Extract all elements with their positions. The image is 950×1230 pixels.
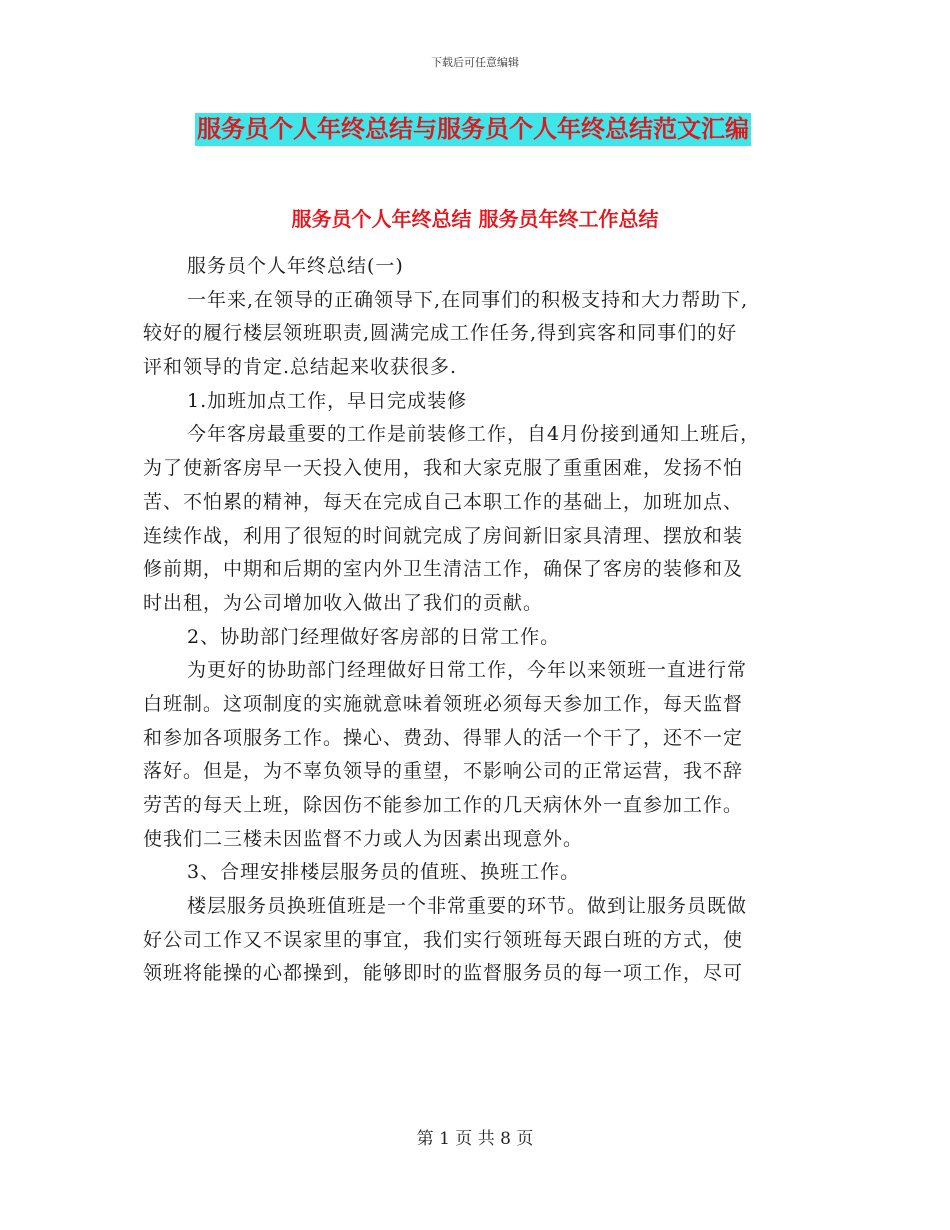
paragraph-line: 今年客房最重要的工作是前装修工作，自4月份接到通知上班后， <box>187 423 761 446</box>
document-body <box>143 250 808 991</box>
paragraph-line: 劳苦的每天上班，除因伤不能参加工作的几天病休外一直参加工作。 <box>143 794 744 816</box>
paragraph-line: 白班制。这项制度的实施就意味着领班必须每天参加工作，每天监督 <box>143 692 744 715</box>
section-heading: 3、合理安排楼层服务员的值班、换班工作。 <box>187 861 581 884</box>
paragraph-line: 落好。但是，为不辜负领导的重望，不影响公司的正常运营，我不辞 <box>143 760 744 783</box>
main-title: 服务员个人年终总结与服务员个人年终总结范文汇编 <box>195 113 751 146</box>
paragraph-line: 和参加各项服务工作。操心、费劲、得罪人的活一个干了，还不一定 <box>143 726 744 749</box>
section-heading: 1.加班加点工作，早日完成装修 <box>187 389 468 412</box>
paragraph-line: 修前期，中期和后期的室内外卫生清洁工作，确保了客房的装修和及 <box>143 558 744 581</box>
page-number-footer: 第 1 页 共 8 页 <box>416 1129 534 1149</box>
header-note: 下载后可任意编辑 <box>431 56 519 69</box>
sub-title: 服务员个人年终总结 服务员年终工作总结 <box>291 207 659 231</box>
paragraph-line: 好公司工作又不误家里的事宜，我们实行领班每天跟白班的方式，使 <box>143 928 744 951</box>
paragraph-line: 楼层服务员换班值班是一个非常重要的环节。做到让服务员既做 <box>187 895 748 918</box>
section-heading: 2、协助部门经理做好客房部的日常工作。 <box>187 625 561 648</box>
paragraph-line: 领班将能操的心都操到，能够即时的监督服务员的每一项工作，尽可 <box>143 962 744 985</box>
paragraph-line: 服务员个人年终总结(一) <box>187 255 404 277</box>
paragraph-line: 为了使新客房早一天投入使用，我和大家克服了重重困难，发扬不怕 <box>143 457 744 480</box>
paragraph-line: 评和领导的肯定.总结起来收获很多. <box>143 356 458 379</box>
paragraph-line: 一年来,在领导的正确领导下,在同事们的积极支持和大力帮助下, <box>187 288 749 311</box>
paragraph-line: 使我们二三楼未因监督不力或人为因素出现意外。 <box>143 827 584 850</box>
paragraph-line: 时出租，为公司增加收入做出了我们的贡献。 <box>143 591 544 614</box>
paragraph-line: 苦、不怕累的精神，每天在完成自己本职工作的基础上，加班加点、 <box>143 490 744 513</box>
paragraph-line: 为更好的协助部门经理做好日常工作，今年以来领班一直进行常 <box>187 659 748 682</box>
paragraph-line: 连续作战，利用了很短的时间就完成了房间新旧家具清理、摆放和装 <box>143 524 744 547</box>
paragraph-line: 较好的履行楼层领班职责,圆满完成工作任务,得到宾客和同事们的好 <box>143 322 738 345</box>
